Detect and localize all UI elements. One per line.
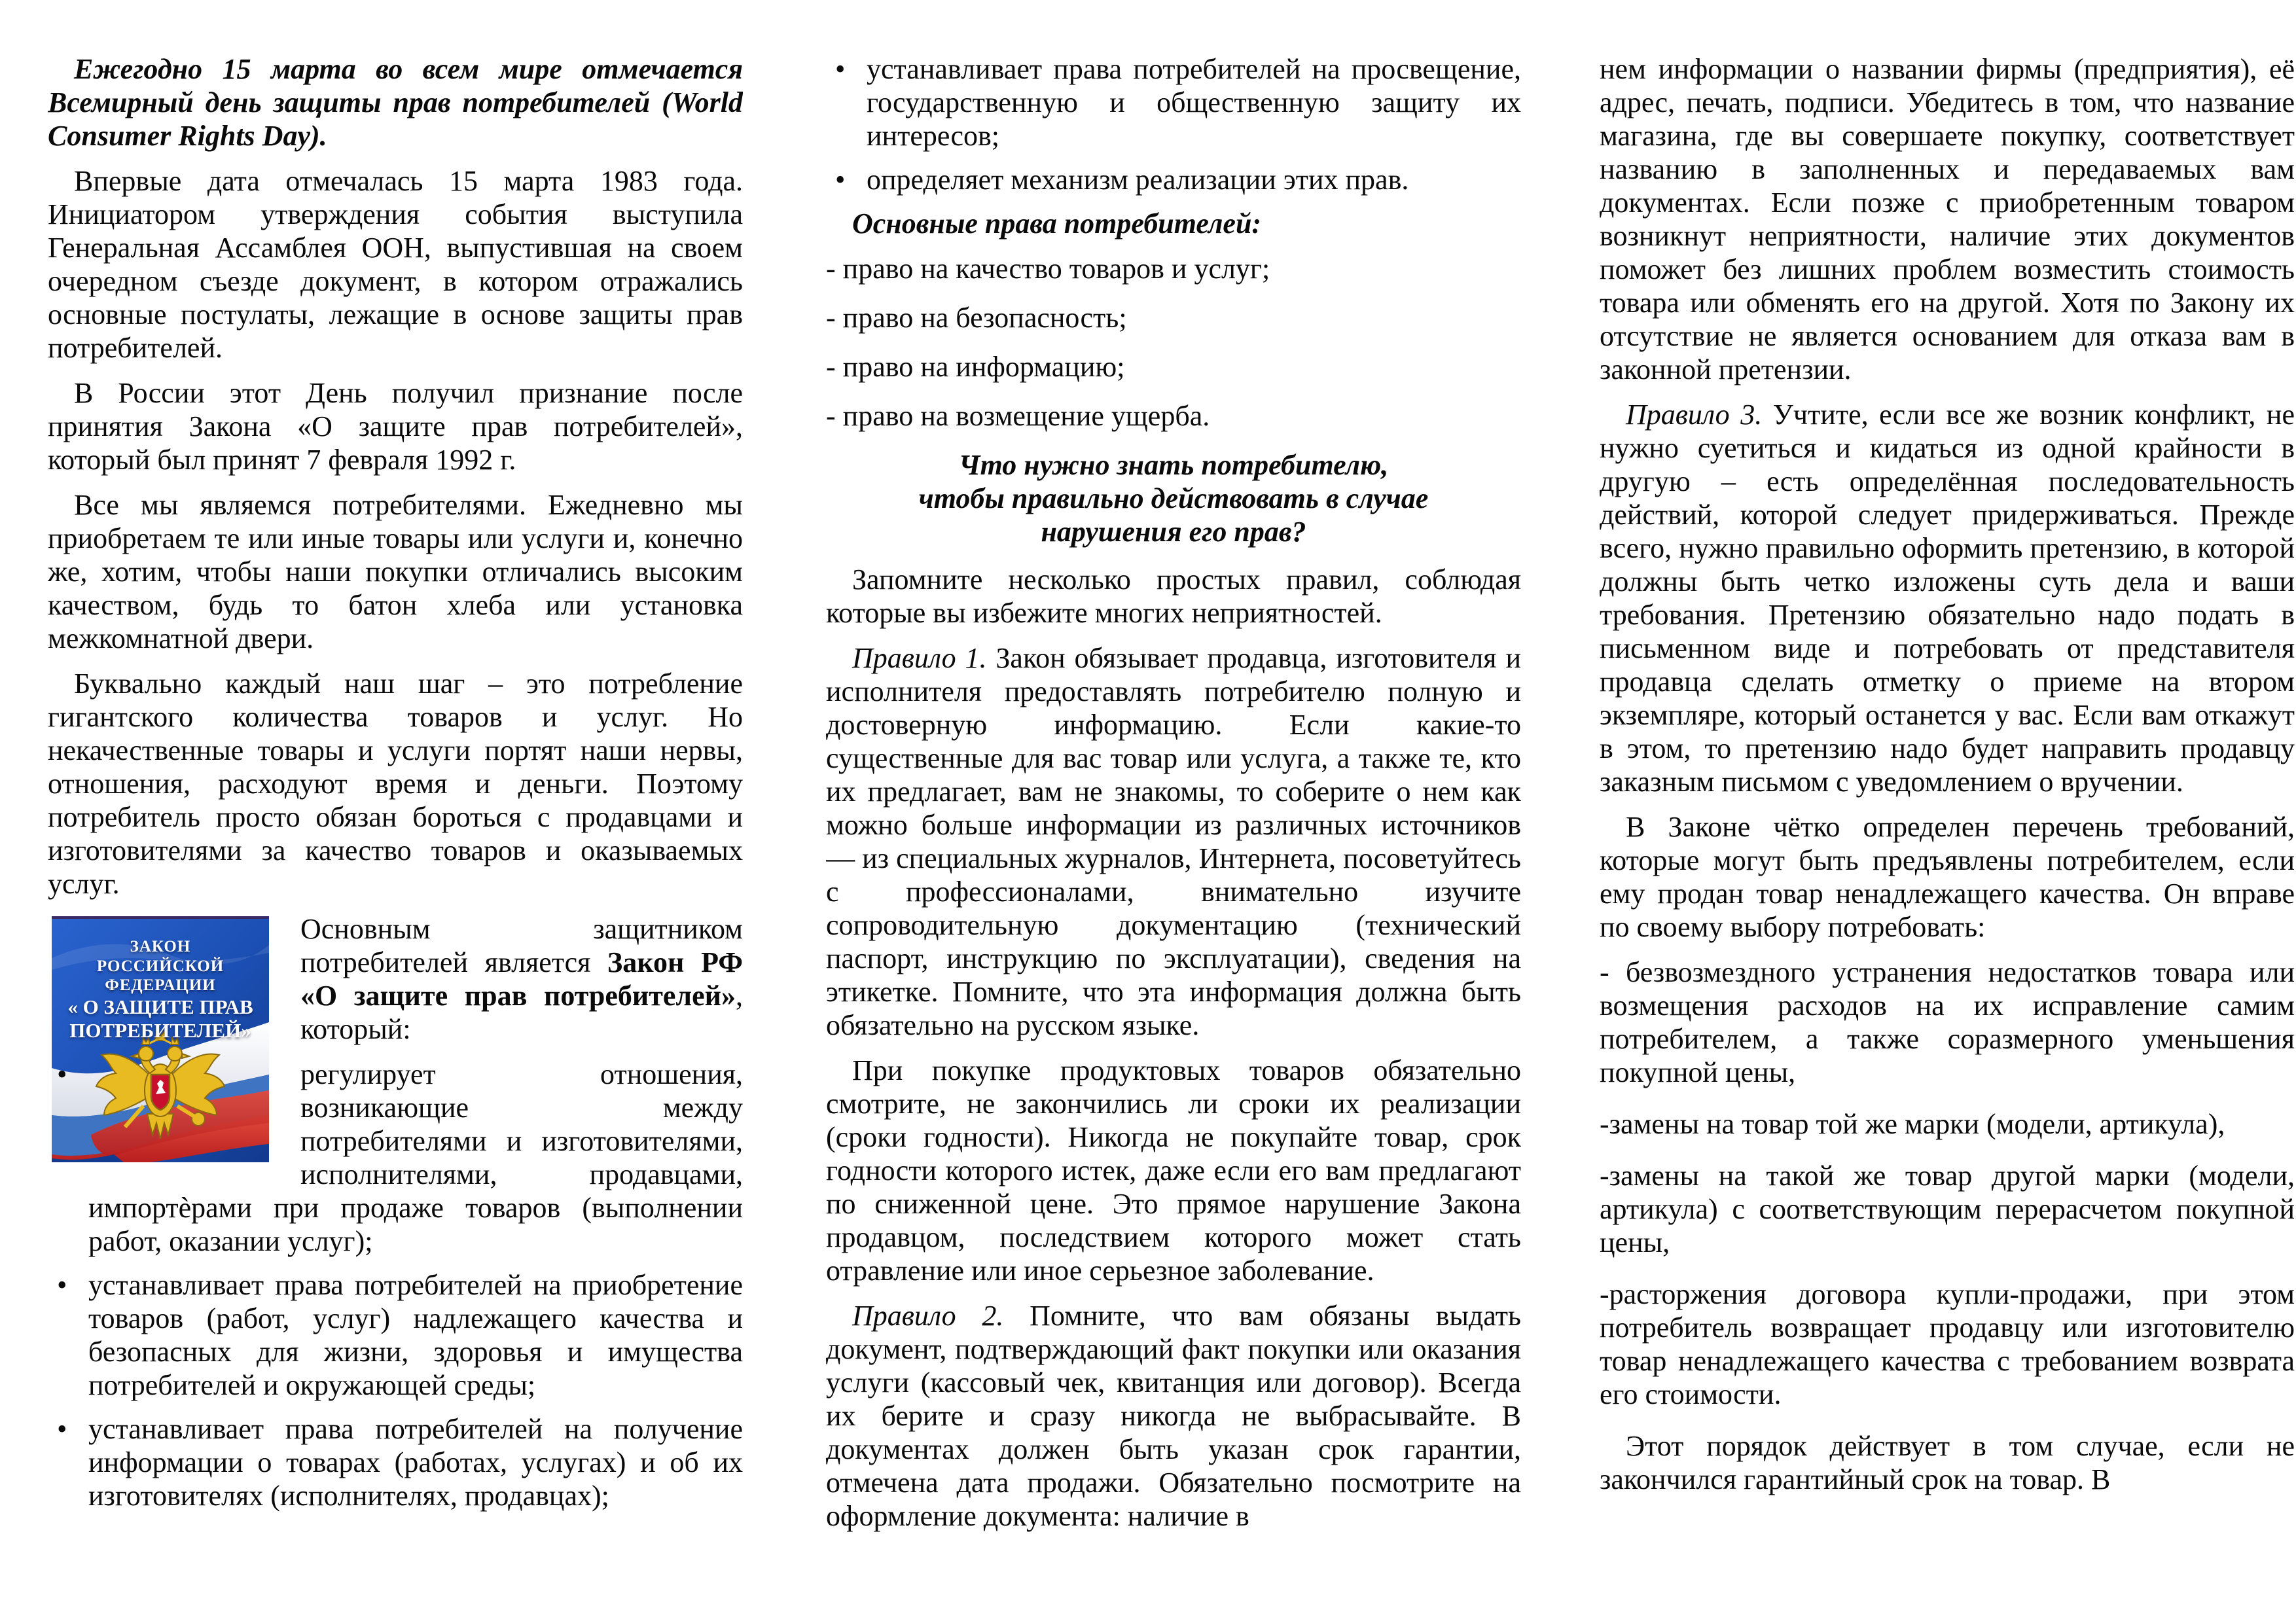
rule-2-paragraph <box>826 1299 1521 1533</box>
claim-item: -замены на такой же товар другой марки (модели, артикула) с соответствующим перерасчетом покупной цены, <box>1600 1160 2295 1258</box>
documents-info-paragraph: нем информации о названии фирмы (предприятия), её адрес, печать, подписи. Убедитесь в том, что название магазина, где вы совершаете покупку, соответствует названию в заполненных и передаваемых вам документах. Если позже с приобретенным товаром возникнут неприятности, наличие этих документов поможет без лишних проблем возместить стоимость товара или обменять его на другой. Хотя по Закону их отсутствие не является основанием для отказа вам в законной претензии. <box>1600 53 2295 385</box>
rule-1-paragraph <box>826 641 1521 1042</box>
quality-paragraph: Буквально каждый наш шаг – это потребление гигантского количества товаров и услуг. Но некачественные товары и услуги портят наши нервы, отношения, расходуют время и деньги. Поэтому потребитель просто обязан бороться с продавцами и изготовителями за качество товаров и оказываемых услуг. <box>48 668 743 900</box>
column-3 <box>1600 0 2295 1623</box>
basic-rights-list <box>826 252 1521 433</box>
russia-paragraph: В России этот День получил признание после принятия Закона «О защите прав потребителей», который был принят 7 февраля 1992 г. <box>48 377 743 476</box>
right-item: - право на безопасность; <box>826 302 1127 334</box>
food-products-paragraph: При покупке продуктовых товаров обязательно смотрите, не закончились ли сроки их реализации (сроки годности). Никогда не покупайте товар, срок годности которого истек, даже если его вам предлагают по сниженной цене. Это прямое нарушение Закона продавцом, последствием которого может стать отравление или иное серьезное заболевание. <box>826 1054 1521 1287</box>
claims-intro-paragraph: В Законе чётко определен перечень требований, которые могут быть предъявлены потребителем, если ему продан товар ненадлежащего качества. Он вправе по своему выбору потребовать: <box>1600 811 2295 943</box>
remember-rules-paragraph: Запомните несколько простых правил, соблюдая которые вы избежите многих неприятностей. <box>826 563 1521 629</box>
history-paragraph: Впервые дата отмечалась 15 марта 1983 года. Инициатором утверждения события выступила Генеральная Ассамблея ООН, выпустившая на своем очередном съезде документ, в котором отражались основные постулаты, лежащие в основе защиты прав потребителей. <box>48 165 743 364</box>
book-title-line-1: ЗАКОН <box>130 938 191 955</box>
right-item: - право на качество товаров и услуг; <box>826 253 1270 285</box>
list-item: • определяет механизм реализации этих прав. <box>826 163 1521 196</box>
rule-2-text: Помните, что вам обязаны выдать документ, подтверждающий факт покупки или оказания услуги (кассовый чек, квитанция или договор). Всегда их берите и сразу никогда не выбрасывайте. В документах должен быть указан срок гарантии, отмечена дата продажи. Обязательно посмотрите на оформление документа: наличие в <box>826 1300 1521 1532</box>
rule-1-label: Правило 1. <box>852 642 987 674</box>
column-1 <box>48 0 743 1623</box>
book-title-line-4: ПОТРЕБИТЕЛЕЙ» <box>69 1019 251 1043</box>
law-name-bold: Закон РФ «О защите прав потребителей» <box>300 946 743 1012</box>
list-item: • устанавливает права потребителей на приобретение товаров (работ, услуг) надлежащего качества и безопасных для жизни, здоровья и имущества потребителей и окружающей среды; <box>48 1268 743 1402</box>
intro-paragraph: Ежегодно 15 марта во всем мире отмечается Всемирный день защиты прав потребителей (World Consumer Rights Day). <box>48 53 743 152</box>
rule-3-paragraph <box>1600 398 2295 798</box>
column-2 <box>826 0 1521 1623</box>
book-title <box>52 937 269 1043</box>
heading-line: чтобы правильно действовать в случае <box>918 482 1429 514</box>
law-defender-text-after: , который: <box>300 980 743 1045</box>
consumers-paragraph: Все мы являемся потребителями. Ежедневно мы приобретаем те или иные товары или услуги и, конечно же, хотим, чтобы наши покупки отличались высоким качеством, будь то батон хлеба или установка межкомнатной двери. <box>48 489 743 654</box>
law-functions-list <box>48 1058 743 1512</box>
law-functions-list-continued <box>826 52 1521 196</box>
claims-list <box>1600 955 2295 1411</box>
claim-item: -замены на товар той же марки (модели, артикула), <box>1600 1108 2225 1140</box>
book-title-line-2: РОССИЙСКОЙ ФЕДЕРАЦИИ <box>96 957 224 994</box>
heading-line: нарушения его прав? <box>1041 516 1306 548</box>
list-item: • устанавливает права потребителей на просвещение, государственную и общественную защиту их интересов; <box>826 52 1521 152</box>
claim-item: -расторжения договора купли-продажи, при этом потребитель возвращает продавцу или изготовителю товар ненадлежащего качества с требованием возврата его стоимости. <box>1600 1278 2295 1410</box>
list-item: • регулирует отношения, возникающие между потребителями и изготовителями, исполнителями, продавцами, импортѐрами при продаже товаров (выполнении работ, оказании услуг); <box>48 1058 743 1258</box>
rule-2-label: Правило 2. <box>852 1300 1004 1332</box>
what-to-know-heading <box>826 448 1521 548</box>
right-item: - право на информацию; <box>826 351 1125 383</box>
heading-line: Что нужно знать потребителю, <box>958 449 1389 481</box>
basic-rights-heading: Основные права потребителей: <box>852 207 1262 240</box>
right-item: - право на возмещение ущерба. <box>826 400 1210 432</box>
book-title-line-3: « О ЗАЩИТЕ ПРАВ <box>67 995 253 1018</box>
law-defender-text-before: Основным защитником потребителей является <box>300 913 743 978</box>
rule-3-label: Правило 3. <box>1626 399 1763 431</box>
warranty-paragraph: Этот порядок действует в том случае, если не закончился гарантийный срок на товар. В <box>1600 1430 2295 1495</box>
list-item: • устанавливает права потребителей на получение информации о товарах (работах, услугах) и об их изготовителях (исполнителях, продавцах); <box>48 1412 743 1512</box>
rule-1-text: Закон обязывает продавца, изготовителя и исполнителя предоставлять потребителю полную и достоверную информацию. Если какие-то существенные для вас товар или услуга, а также те, кто их предлагает, вам не знакомы, то соберите о нем как можно больше информации из различных источников — из специальных журналов, Интернета, посоветуйтесь с профессионалами, внимательно изучите сопроводительную документацию (технический паспорт, инструкцию по эксплуатации), сведения на этикетке. Помните, что эта информация должна быть обязательно на русском языке. <box>826 642 1521 1041</box>
rule-3-text: Учтите, если все же возник конфликт, не нужно суетиться и кидаться из одной крайности в другую – есть определённая последовательность действий, которой следует придерживаться. Прежде всего, нужно правильно оформить претензию, в которой должны быть четко изложены суть дела и ваши требования. Претензию обязательно надо подать в письменном виде и потребовать от представителя продавца сделать отметку о приеме на втором экземпляре, который останется у вас. Если вам откажут в этом, то претензию надо будет направить продавцу заказным письмом с уведомлением о вручении. <box>1600 399 2295 798</box>
claim-item: - безвозмездного устранения недостатков товара или возмещения расходов на их исправление самим потребителем, а также соразмерного уменьшения покупной цены, <box>1600 956 2295 1088</box>
